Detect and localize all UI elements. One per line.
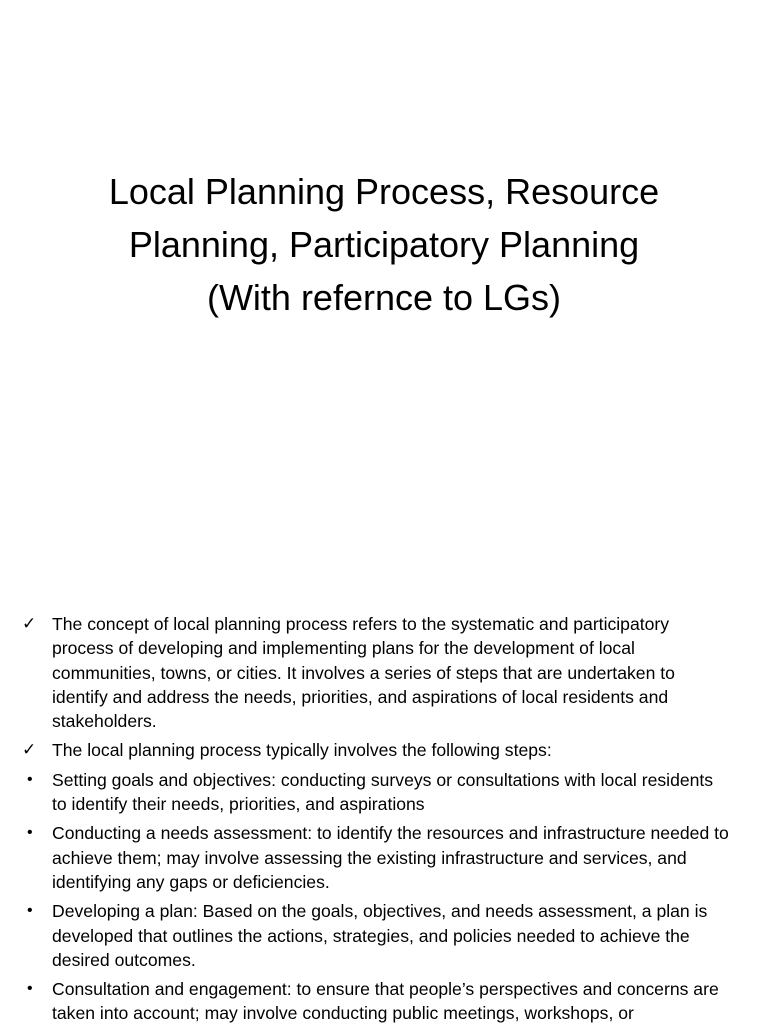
slide-title-line-2: Planning, Participatory Planning [128,224,640,265]
list-item-text: Setting goals and objectives: conducting surveys or consultations with local residents to identify their needs, priorities, and aspirations [52,769,714,815]
slide-title-line-3: (With refernce to LGs) [206,277,562,318]
list-item-text: The concept of local planning process refers to the systematic and participatory process of developing and implementing plans for the development of local communities, towns, or cities. It involves a series of steps that are undertaken to identify and address the needs, priorities, and aspirations of local residents and stakeholders. [52,614,675,732]
list-item-2 [0,738,768,762]
list-item-5 [0,899,768,972]
bullet-icon: • [27,824,33,842]
list-item-text: Developing a plan: Based on the goals, objectives, and needs assessment, a plan is developed that outlines the actions, strategies, and policies needed to achieve the desired outcomes. [52,901,708,970]
check-icon: ✓ [22,740,37,761]
list-item-1 [0,612,768,733]
list-item-3 [0,768,768,817]
list-item-6 [0,977,768,1024]
check-icon: ✓ [22,614,37,634]
slide-title [60,165,708,324]
bullet-icon: • [27,770,33,788]
slide-title-line-1: Local Planning Process, Resource [108,171,660,212]
list-item-4 [0,821,768,894]
content-slide [0,612,768,1024]
bullet-icon: • [27,980,33,998]
list-item-text: Conducting a needs assessment: to identify the resources and infrastructure needed to achieve them; may involve assessing the existing infrastructure and services, and identifying any gaps or deficiencies. [52,823,729,892]
bullet-icon: • [27,902,33,920]
list-item-text: Consultation and engagement: to ensure that people’s perspectives and concerns are taken into account; may involve conducting public meetings, workshops, or [52,979,719,1024]
list-item-text: The local planning process typically involves the following steps: [52,740,552,761]
